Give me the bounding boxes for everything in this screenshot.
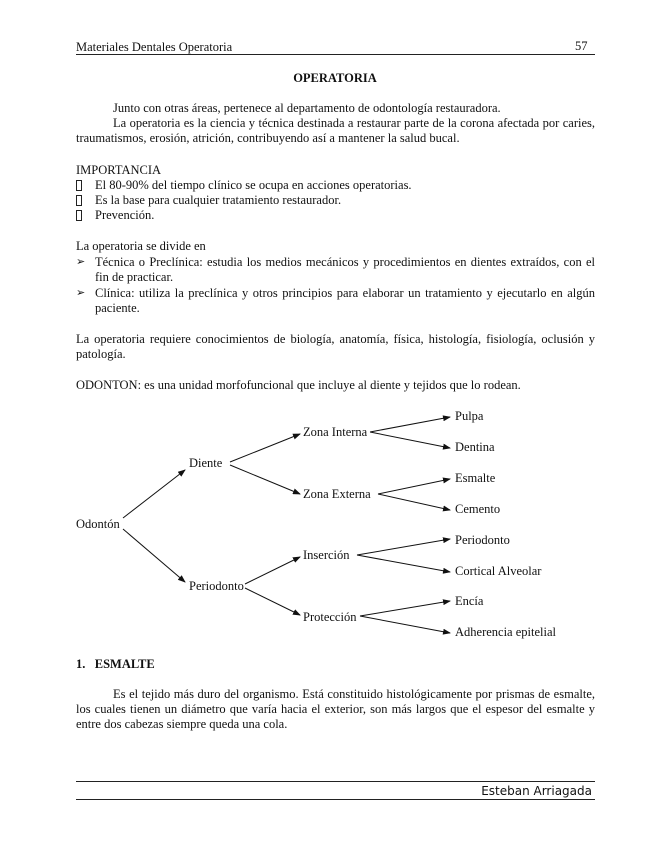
leaf-periodonto: Periodonto	[455, 533, 510, 547]
arrow-zona-externa-esmalte	[378, 479, 450, 494]
divide-item: Clínica: utiliza la preclínica y otros principios para elaborar un tratamiento y ejecutarlo en algún paciente.	[95, 286, 595, 315]
importancia-item: Es la base para cualquier tratamiento restaurador.	[95, 193, 342, 207]
node-zona-interna: Zona Interna	[303, 425, 368, 439]
footer-rule-bottom	[76, 799, 595, 800]
intro-paragraph-2: La operatoria es la ciencia y técnica destinada a restaurar parte de la corona afectada por caries, traumatismos, erosión, atrición, contribuyendo así a mantener la salud bucal.	[76, 116, 595, 145]
arrow-zona-interna-pulpa	[370, 417, 450, 432]
node-periodonto: Periodonto	[189, 579, 244, 593]
node-odonton: Odontón	[76, 517, 120, 531]
node-zona-externa: Zona Externa	[303, 487, 371, 501]
arrow-zona-externa-cemento	[378, 494, 450, 510]
page-number: 57	[575, 39, 588, 53]
arrow-proteccion-adherencia	[360, 616, 450, 633]
arrow-proteccion-encia	[360, 601, 450, 616]
odonton-definition: ODONTON: es una unidad morfofuncional que incluye al diente y tejidos que lo rodean.	[76, 378, 521, 392]
importancia-heading: IMPORTANCIA	[76, 163, 162, 177]
leaf-adherencia-epitelial: Adherencia epitelial	[455, 625, 556, 639]
arrow-periodonto-proteccion	[245, 588, 300, 615]
footer-author: Esteban Arriagada	[481, 784, 592, 798]
arrow-periodonto-insercion	[245, 557, 300, 584]
divide-item: Técnica o Preclínica: estudia los medios mecánicos y procedimientos en dientes extraídos, con el fin de practicar.	[95, 255, 595, 284]
arrow-bullet-icon: ➢	[76, 256, 86, 268]
leaf-pulpa: Pulpa	[455, 409, 484, 423]
arrow-odonton-periodonto	[123, 529, 185, 582]
importancia-item: Prevención.	[95, 208, 155, 222]
arrow-insercion-cortical	[357, 555, 450, 572]
leaf-encia: Encía	[455, 594, 484, 608]
node-proteccion: Protección	[303, 610, 357, 624]
footer-rule-top	[76, 781, 595, 782]
arrow-odonton-diente	[123, 470, 185, 518]
requiere-paragraph: La operatoria requiere conocimientos de biología, anatomía, física, histología, fisiología, oclusión y patología.	[76, 332, 595, 361]
esmalte-paragraph: Es el tejido más duro del organismo. Está constituido histológicamente por prismas de esmalte, los cuales tienen un diámetro que varía hacia el exterior, son más largos que el espesor del esmalte y entre dos cabezas siempre queda una cola.	[76, 687, 595, 731]
divide-intro: La operatoria se divide en	[76, 239, 206, 253]
leaf-cortical-alveolar: Cortical Alveolar	[455, 564, 542, 578]
arrow-diente-zona-interna	[230, 434, 300, 462]
page-title: OPERATORIA	[293, 71, 377, 85]
leaf-esmalte: Esmalte	[455, 471, 496, 485]
section-heading-esmalte: 1. ESMALTE	[76, 657, 155, 671]
intro-paragraph-1: Junto con otras áreas, pertenece al departamento de odontología restauradora.	[113, 101, 501, 115]
arrow-diente-zona-externa	[230, 465, 300, 494]
leaf-cemento: Cemento	[455, 502, 501, 516]
importancia-item: El 80-90% del tiempo clínico se ocupa en acciones operatorias.	[95, 178, 412, 192]
arrow-bullet-icon: ➢	[76, 287, 86, 299]
leaf-dentina: Dentina	[455, 440, 495, 454]
arrow-insercion-periodonto	[357, 539, 450, 555]
arrow-zona-interna-dentina	[370, 432, 450, 448]
node-diente: Diente	[189, 456, 223, 470]
node-insercion: Inserción	[303, 548, 350, 562]
running-header: Materiales Dentales Operatoria	[76, 40, 233, 54]
